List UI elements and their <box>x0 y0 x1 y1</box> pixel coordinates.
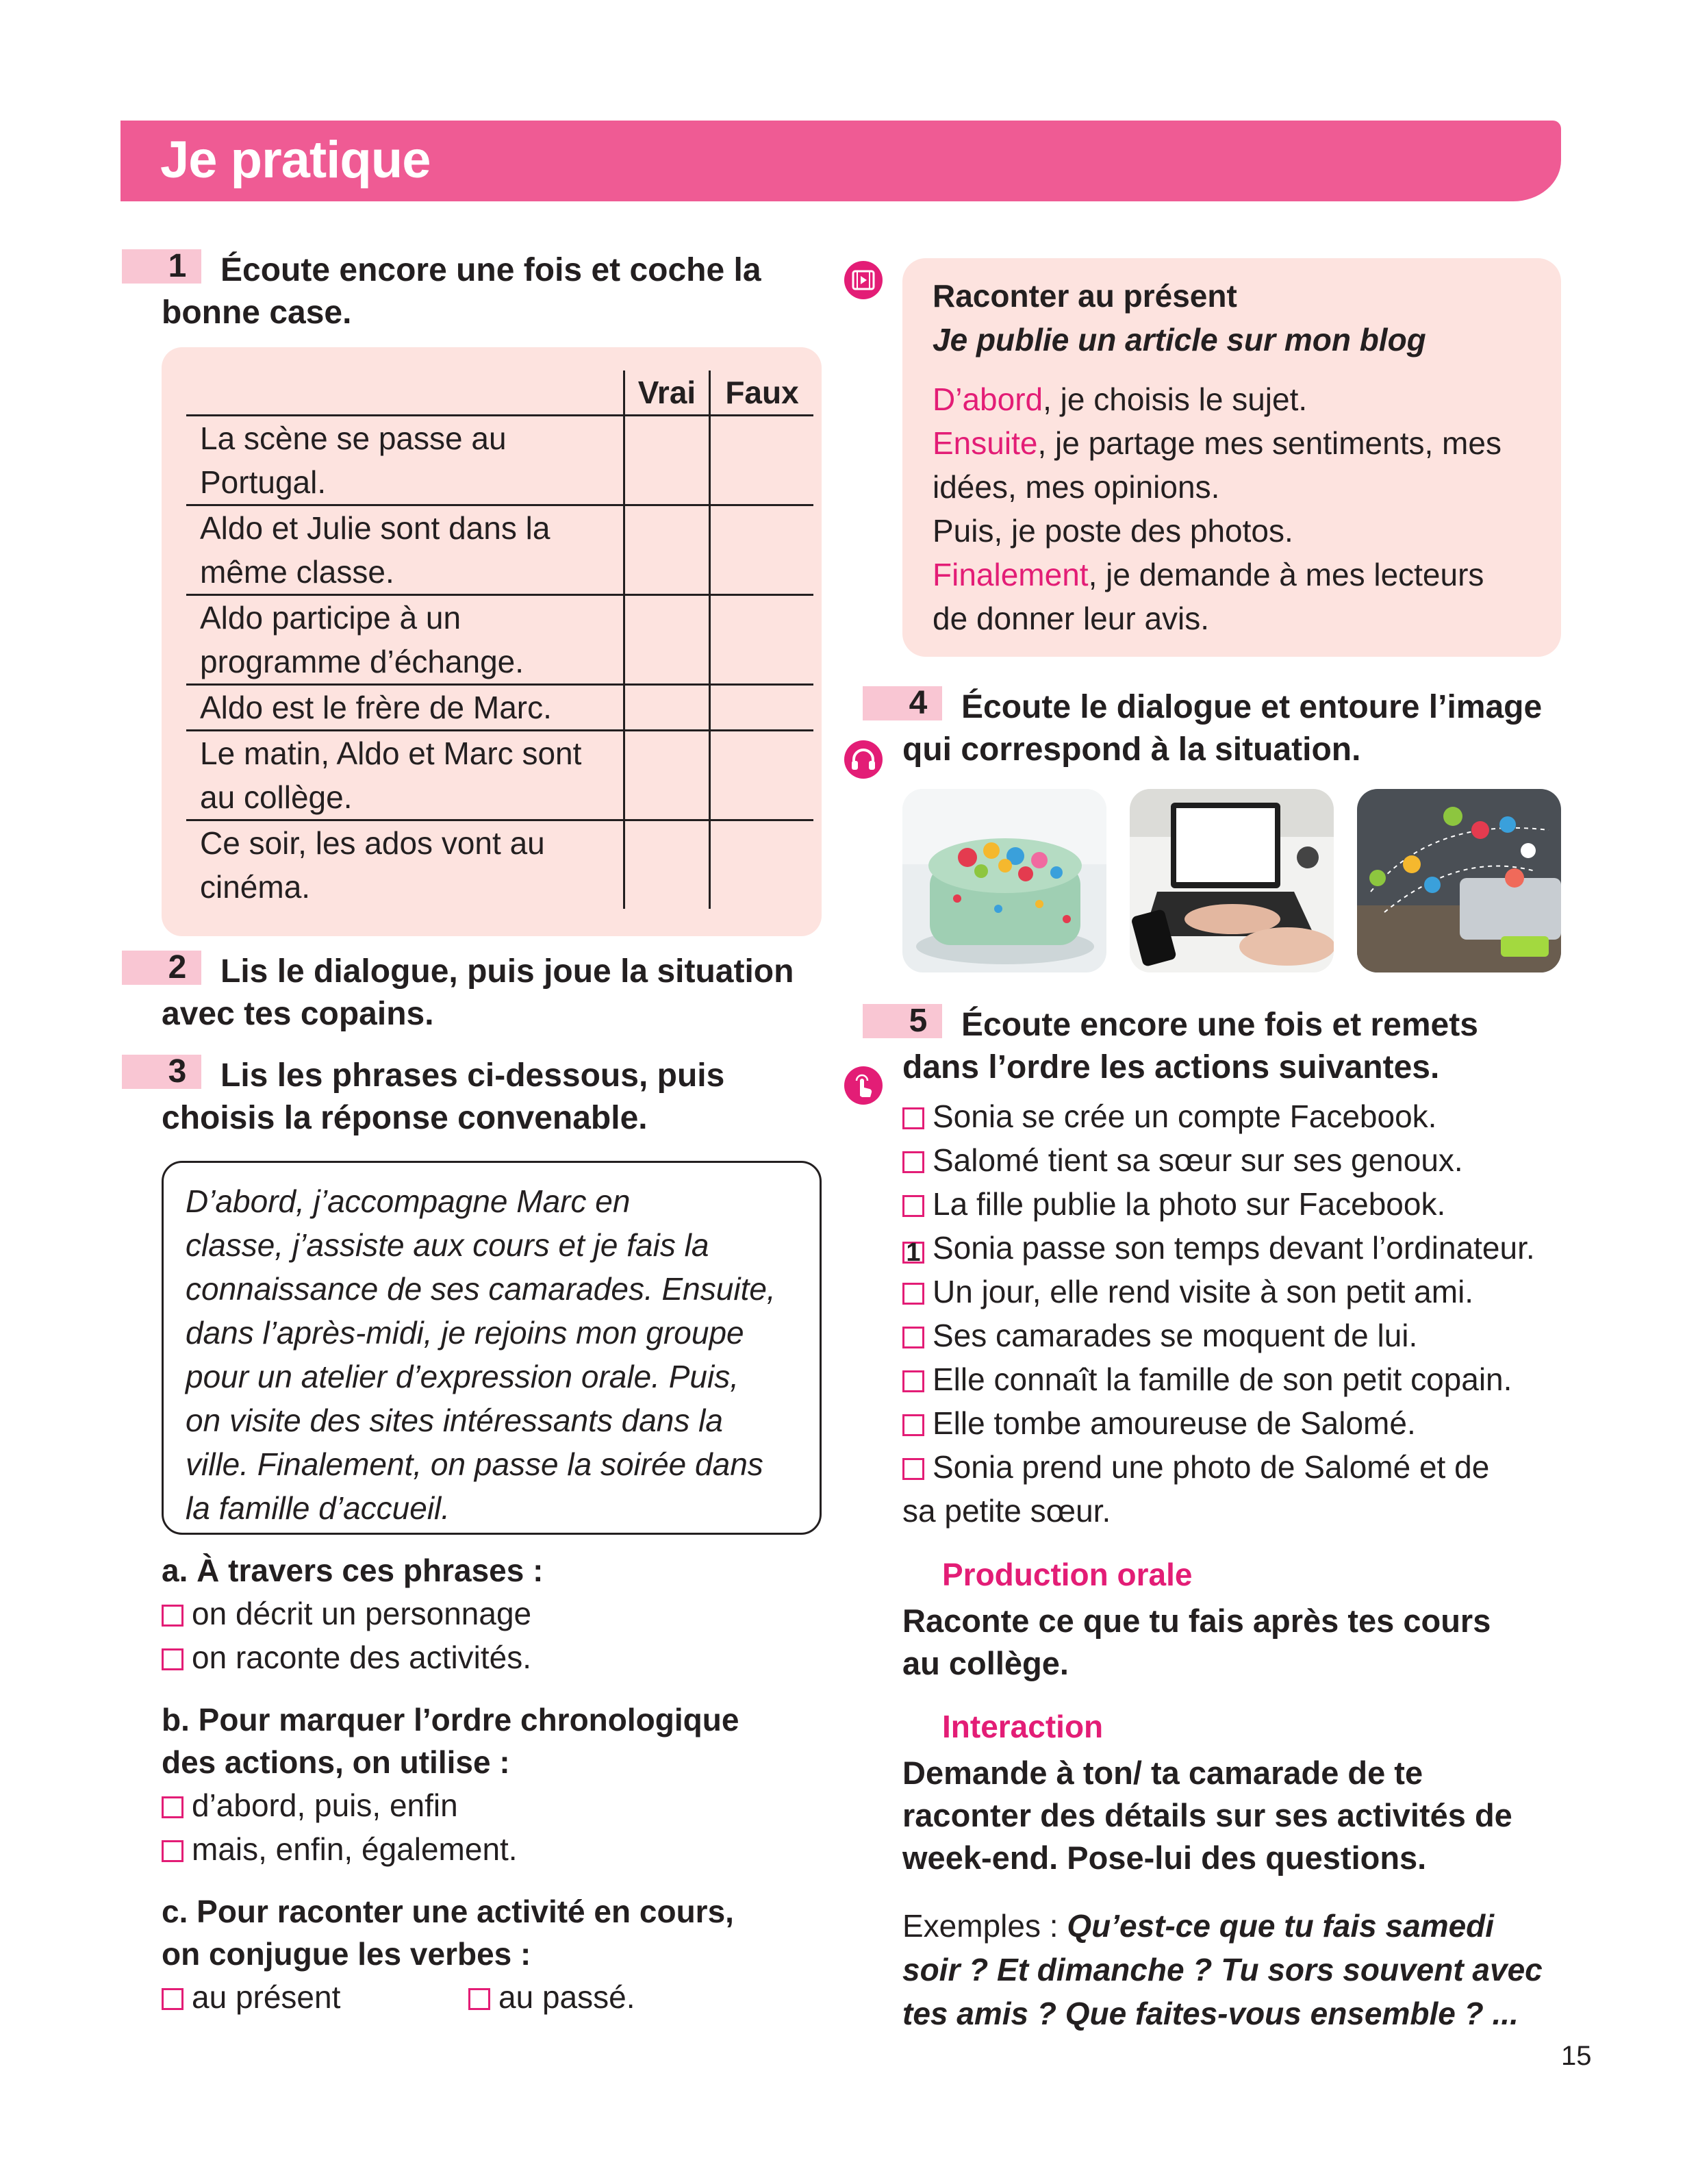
question-b-text: b. Pour marquer l’ordre chronologique des actions, on utilise : <box>162 1702 739 1780</box>
false-cell[interactable] <box>710 416 814 505</box>
list-item-continued: sa petite sœur. <box>902 1493 1111 1529</box>
list-item[interactable]: Sonia prend une photo de Salomé et de <box>902 1445 1573 1489</box>
cake-image[interactable] <box>902 789 1106 972</box>
list-item[interactable]: 1 Sonia passe son temps devant l’ordinateur. <box>902 1226 1573 1270</box>
reading-text: D’abord, j’accompagne Marc en classe, j’assiste aux cours et je fais la connaissance de ses camarades. Ensuite, dans l’après-midi, je rejoins mon groupe pour un atelier d’expression orale. Puis, on visite des sites intéressants dans la ville. Finalement, on passe la soirée dans la famille d’accueil. <box>186 1183 776 1526</box>
ex3-number: 3 <box>122 1055 201 1089</box>
section-title: Je pratique <box>160 131 431 189</box>
true-cell[interactable] <box>624 595 710 685</box>
option-b1[interactable]: d’abord, puis, enfin <box>162 1783 846 1827</box>
checkbox[interactable] <box>902 1414 924 1436</box>
production-text: Raconte ce que tu fais après tes cours au collège. <box>902 1603 1491 1681</box>
ex4-title: 4 Écoute le dialogue et entoure l’image qui correspond à la situation. <box>902 686 1587 771</box>
ex2-number: 2 <box>122 951 201 985</box>
interaction-text: Demande à ton/ ta camarade de te raconter des détails sur ses activités de week-end. Pose-lui des questions. <box>902 1755 1512 1876</box>
laptop-image[interactable] <box>1130 789 1334 972</box>
table-row: La scène se passe au Portugal. <box>186 416 813 505</box>
question-c-text: c. Pour raconter une activité en cours, on conjugue les verbes : <box>162 1894 734 1972</box>
ex5-number: 5 <box>863 1004 942 1038</box>
false-cell[interactable] <box>710 685 814 731</box>
question-c <box>162 1890 846 2019</box>
ex5-title: 5 Écoute encore une fois et remets dans l’ordre les actions suivantes. <box>902 1004 1587 1089</box>
option-b2[interactable]: mais, enfin, également. <box>162 1827 846 1871</box>
checkbox[interactable] <box>902 1327 924 1348</box>
true-false-table <box>186 371 813 909</box>
ex3-title: 3 Lis les phrases ci-dessous, puis choisis la réponse convenable. <box>162 1055 846 1140</box>
false-cell[interactable] <box>710 595 814 685</box>
col-header-false: Faux <box>725 375 799 410</box>
table-row: Aldo est le frère de Marc. <box>186 685 813 731</box>
interaction-examples: Exemples : Qu’est-ce que tu fais samedi soir ? Et dimanche ? Tu sors souvent avec tes amis ? Que faites-vous ensemble ? ... <box>902 1908 1543 2031</box>
true-false-panel <box>162 347 822 936</box>
production-heading: Production orale <box>942 1557 1193 1592</box>
headphones-icon <box>844 740 883 779</box>
table-row: Aldo et Julie sont dans la même classe. <box>186 505 813 595</box>
checkbox[interactable] <box>162 1648 183 1670</box>
info-title: Raconter au présent <box>933 278 1237 314</box>
list-item[interactable]: Elle tombe amoureuse de Salomé. <box>902 1401 1573 1445</box>
checkbox[interactable] <box>468 1988 490 2010</box>
ex1-number: 1 <box>122 249 201 284</box>
list-item[interactable]: Elle connaît la famille de son petit copain. <box>902 1357 1573 1401</box>
checkbox[interactable] <box>902 1458 924 1480</box>
false-cell[interactable] <box>710 820 814 909</box>
true-cell[interactable] <box>624 820 710 909</box>
question-b <box>162 1698 846 1871</box>
true-cell[interactable] <box>624 685 710 731</box>
col-header-true: Vrai <box>624 371 710 416</box>
options-c <box>162 1975 846 2019</box>
video-icon <box>844 260 883 300</box>
true-cell[interactable] <box>624 416 710 505</box>
reading-text-box <box>162 1161 822 1535</box>
info-text: D’abord, je choisis le sujet. Ensuite, je partage mes sentiments, mes idées, mes opinions. Puis, je poste des photos. Finalement, je demande à mes lecteurs de donner leur avis. <box>933 381 1501 636</box>
list-item[interactable]: Salomé tient sa sœur sur ses genoux. <box>902 1138 1573 1182</box>
false-cell[interactable] <box>710 731 814 820</box>
checkbox[interactable] <box>902 1195 924 1217</box>
option-a1[interactable]: on décrit un personnage <box>162 1592 846 1635</box>
list-item[interactable]: Un jour, elle rend visite à son petit ami. <box>902 1270 1573 1314</box>
page-number: 15 <box>1561 2041 1592 2071</box>
network-image[interactable] <box>1357 789 1561 972</box>
true-cell[interactable] <box>624 731 710 820</box>
checkbox[interactable]: 1 <box>902 1242 924 1264</box>
touch-icon <box>844 1066 883 1105</box>
grammar-info-box <box>902 258 1561 657</box>
false-cell[interactable] <box>710 505 814 595</box>
true-cell[interactable] <box>624 505 710 595</box>
interaction-heading: Interaction <box>942 1709 1104 1744</box>
question-a <box>162 1549 846 1679</box>
checkbox[interactable] <box>902 1107 924 1129</box>
list-item[interactable]: Ses camarades se moquent de lui. <box>902 1314 1573 1357</box>
checkbox[interactable] <box>902 1283 924 1305</box>
table-row: Le matin, Aldo et Marc sont au collège. <box>186 731 813 820</box>
list-item[interactable]: La fille publie la photo sur Facebook. <box>902 1182 1573 1226</box>
ordering-list <box>902 1094 1573 1533</box>
table-row: Ce soir, les ados vont au cinéma. <box>186 820 813 909</box>
option-a2[interactable]: on raconte des activités. <box>162 1635 846 1679</box>
ex1-title: 1 Écoute encore une fois et coche la bonne case. <box>162 249 846 334</box>
checkbox[interactable] <box>902 1370 924 1392</box>
ex2-title: 2 Lis le dialogue, puis joue la situation avec tes copains. <box>162 951 846 1035</box>
ex4-number: 4 <box>863 686 942 720</box>
checkbox[interactable] <box>162 1840 183 1862</box>
checkbox[interactable] <box>902 1151 924 1173</box>
option-c2[interactable]: au passé. <box>468 1975 635 2019</box>
option-c1[interactable]: au présent <box>162 1975 340 2019</box>
question-a-text: a. À travers ces phrases : <box>162 1553 544 1588</box>
info-subtitle: Je publie un article sur mon blog <box>933 322 1426 357</box>
section-header <box>121 121 1561 201</box>
checkbox[interactable] <box>162 1796 183 1818</box>
list-item[interactable]: Sonia se crée un compte Facebook. <box>902 1094 1573 1138</box>
table-row: Aldo participe à un programme d’échange. <box>186 595 813 685</box>
checkbox[interactable] <box>162 1988 183 2010</box>
checkbox[interactable] <box>162 1605 183 1627</box>
